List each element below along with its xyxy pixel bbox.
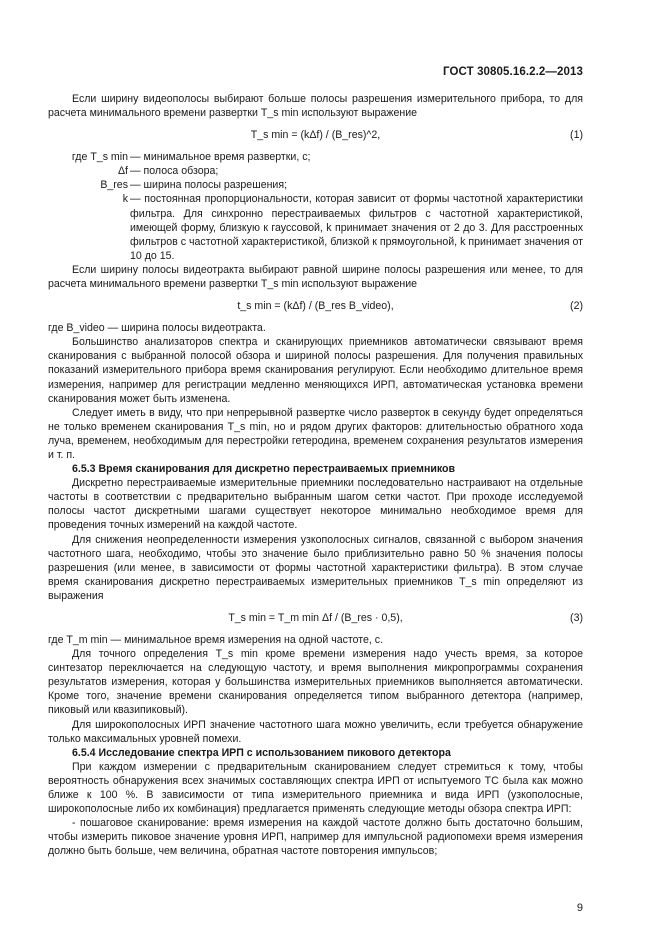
formula-2 (48, 291, 583, 321)
definition-text: — постоянная пропорциональности, которая зависит от формы частотной характеристики фильтра. Для синхронно перестраиваемых фильтров с частотной характеристикой, имеющей форму, близкую к гауссовой, k принимает значения от 2 до 3. Для расстроенных фильтров с частотной характеристикой, близкой к прямоугольной, k принимает значения от 10 до 15. (130, 193, 583, 262)
paragraph: Если ширину полосы видеотракта выбирают равной ширине полосы разрешения или менее, то для расчета минимального времени развертки T_s min используют выражение (48, 263, 583, 291)
definition-symbol: Δf (117, 165, 128, 178)
paragraph: Следует иметь в виду, что при непрерывной развертке число разверток в секунду будет определяться не только временем сканирования T_s min, но и рядом других факторов: длительностью обратного хода луча, временем, необходимым для перестройки гетеродина, временем сохранения результатов измерения и т. п. (48, 406, 583, 461)
definition-row (48, 192, 583, 262)
page-number: 9 (576, 902, 583, 914)
definition-row (48, 164, 583, 178)
section-heading-6-5-4: 6.5.4 Исследование спектра ИРП с использованием пикового детектора (72, 746, 451, 759)
definition-line: где B_video — ширина полосы видеотракта. (48, 322, 266, 335)
paragraph: Для широкополосных ИРП значение частотного шага можно увеличить, если требуется обнаружение только максимальных уровней помехи. (48, 718, 583, 745)
formula-number: (2) (570, 300, 583, 313)
formula-expression: T_s min = (kΔf) / (B_res)^2, (250, 129, 381, 142)
definition-line: где T_m min — минимальное время измерения на одной частоте, с. (48, 634, 384, 646)
paragraph: При каждом измерении с предварительным сканированием следует стремиться к тому, чтобы вероятность обнаружения всех значимых составляющих спектра ИРП от испытуемого ТС была как можно ближе к 100 %. В зависимости от типа измерительного приемника и вида ИРП (узкополосные, широкополосные либо их комбинация) предлагается применять следующие методы обзора спектра ИРП: (48, 760, 583, 816)
paragraph: Дискретно перестраиваемые измерительные приемники последовательно настраивают на отдельные частоты в соответствии с предварительно выбранным шагом сетки частот. При проходе исследуемой полосы частот дискретными шагами существует некоторое минимально необходимое время для проведения точных измерений на каждой частоте. (48, 477, 583, 532)
definition-text: — полоса обзора; (130, 165, 219, 178)
formula-1 (48, 120, 583, 150)
definition-row (48, 178, 583, 192)
formula-3 (48, 603, 583, 633)
page-body (48, 92, 583, 859)
definition-symbol: где T_s min (71, 151, 128, 164)
paragraph: Для точного определения T_s min кроме времени измерения надо учесть время, за которое синтезатор переключается на следующую частоту, и время выполнения микропрограммы сохранения результатов измерения, которая у большинства измерительных приемников выполняется автоматически. Кроме того, значение времени сканирования определяется типом выбранного детектора (например, пиковый или квазипиковый). (48, 648, 583, 717)
definition-row (48, 150, 583, 164)
definition-text: — ширина полосы разрешения; (130, 179, 288, 192)
definitions-list (48, 150, 583, 263)
document-header-code: ГОСТ 30805.16.2.2—2013 (443, 66, 583, 78)
formula-expression: T_s min = T_m min Δf / (B_res · 0,5), (228, 612, 403, 624)
paragraph: Если ширину видеополосы выбирают больше полосы разрешения измерительного прибора, то для расчета минимального времени развертки T_s min используют выражение (48, 93, 583, 120)
formula-number: (3) (570, 612, 583, 624)
formula-number: (1) (570, 129, 583, 142)
definition-text: — минимальное время развертки, с; (130, 151, 311, 164)
definition-symbol: B_res (100, 179, 128, 192)
section-heading-6-5-3: 6.5.3 Время сканирования для дискретно перестраиваемых приемников (72, 463, 456, 476)
paragraph: Для снижения неопределенности измерения узкополосных сигналов, связанной с выбором значения частотного шага, необходимо, чтобы это значение было приблизительно равно 50 % значения полосы разрешения (или менее, в зависимости от формы частотной характеристики фильтра). В этом случае время сканирования дискретно перестраиваемых измерительных приемников T_s min определяют из выражения (48, 533, 583, 602)
formula-expression: t_s min = (kΔf) / (B_res B_video), (237, 300, 394, 313)
definition-symbol: k (122, 193, 128, 206)
paragraph: Большинство анализаторов спектра и сканирующих приемников автоматически связывают время сканирования с выбранной полосой обзора и шириной полосы разрешения. Для получения правильных показаний измерительного прибора время сканирования регулируют. Если необходимо длительное время измерения, например для регистрации медленно меняющихся ИРП, автоматическая установка времени сканирования может быть изменена. (48, 336, 583, 405)
paragraph: - пошаговое сканирование: время измерения на каждой частоте должно быть достаточно большим, чтобы измерить пиковое значение уровня ИРП, например для импульсной радиопомехи время измерения должно быть больше, чем величина, обратная частоте повторения импульсов; (48, 817, 583, 858)
